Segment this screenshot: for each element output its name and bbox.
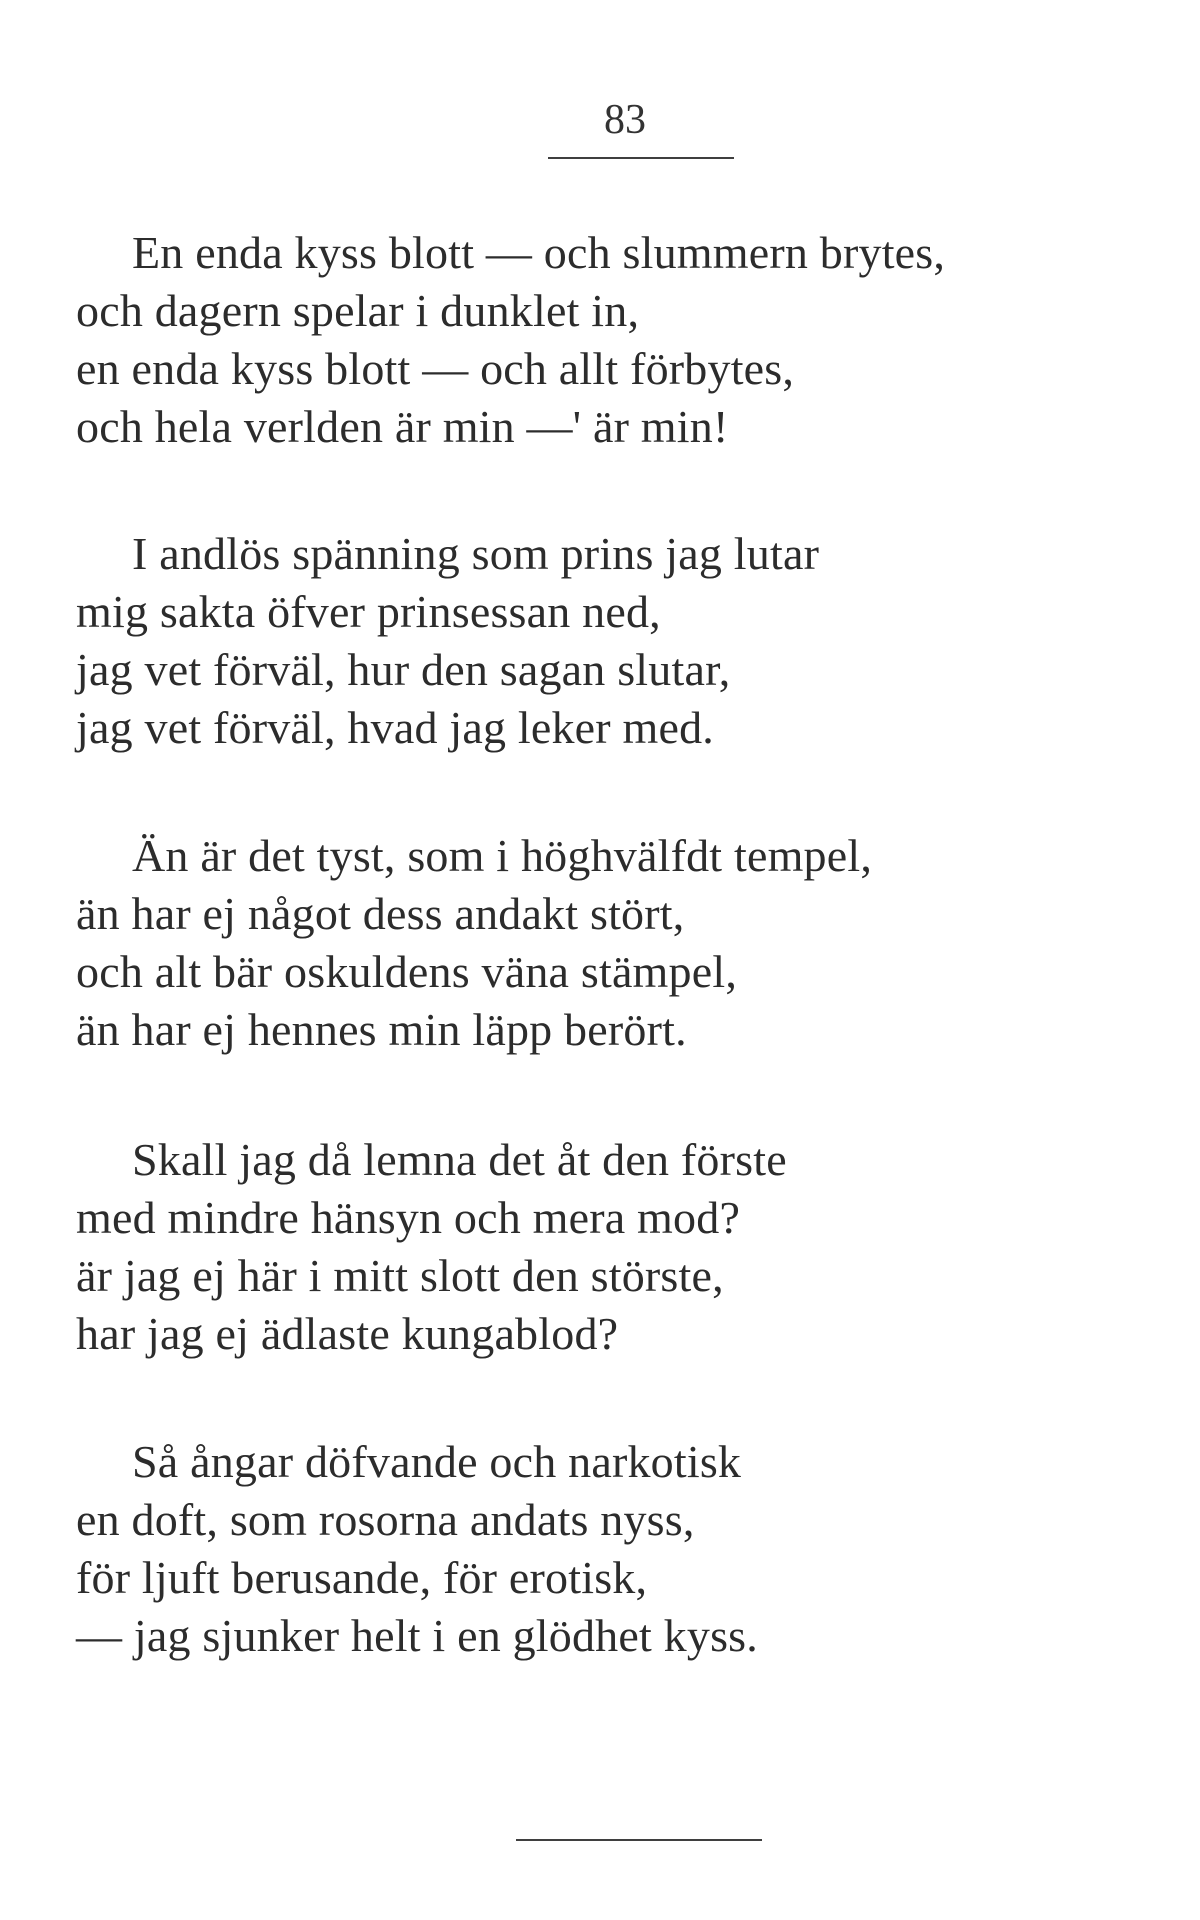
stanza-2-line-4: jag vet förväl, hvad jag leker med. [76, 702, 714, 753]
stanza-4-line-4: har jag ej ädlaste kungablod? [76, 1308, 619, 1359]
stanza-3-line-1: Än är det tyst, som i höghvälfdt tempel, [132, 830, 873, 881]
stanza-3-line-4: än har ej hennes min läpp berört. [76, 1004, 687, 1055]
end-rule [516, 1839, 762, 1841]
stanza-3-line-3: och alt bär oskuldens väna stämpel, [76, 946, 738, 997]
stanza-1-line-3: en enda kyss blott — och allt förbytes, [76, 343, 795, 394]
stanza-2-line-3: jag vet förväl, hur den sagan slutar, [76, 644, 731, 695]
stanza-1-line-1: En enda kyss blott — och slummern brytes, [132, 227, 946, 278]
stanza-4-line-2: med mindre hänsyn och mera mod? [76, 1192, 741, 1243]
stanza-5-line-4: — jag sjunker helt i en glödhet kyss. [76, 1610, 758, 1661]
stanza-3-line-2: än har ej något dess andakt stört, [76, 888, 685, 939]
stanza-5-line-3: för ljuft berusande, för erotisk, [76, 1552, 648, 1603]
stanza-1-line-2: och dagern spelar i dunklet in, [76, 285, 640, 336]
stanza-4-line-1: Skall jag då lemna det åt den förste [132, 1134, 787, 1185]
stanza-5-line-2: en doft, som rosorna andats nyss, [76, 1494, 695, 1545]
stanza-1-line-4: och hela verlden är min —' är min! [76, 401, 729, 452]
stanza-5-line-1: Så ångar döfvande och narkotisk [132, 1436, 742, 1487]
stanza-2-line-1: I andlös spänning som prins jag lutar [132, 528, 820, 579]
page-number: 83 [604, 97, 646, 143]
stanza-2-line-2: mig sakta öfver prinsessan ned, [76, 586, 661, 637]
stanza-4-line-3: är jag ej här i mitt slott den störste, [76, 1250, 724, 1301]
